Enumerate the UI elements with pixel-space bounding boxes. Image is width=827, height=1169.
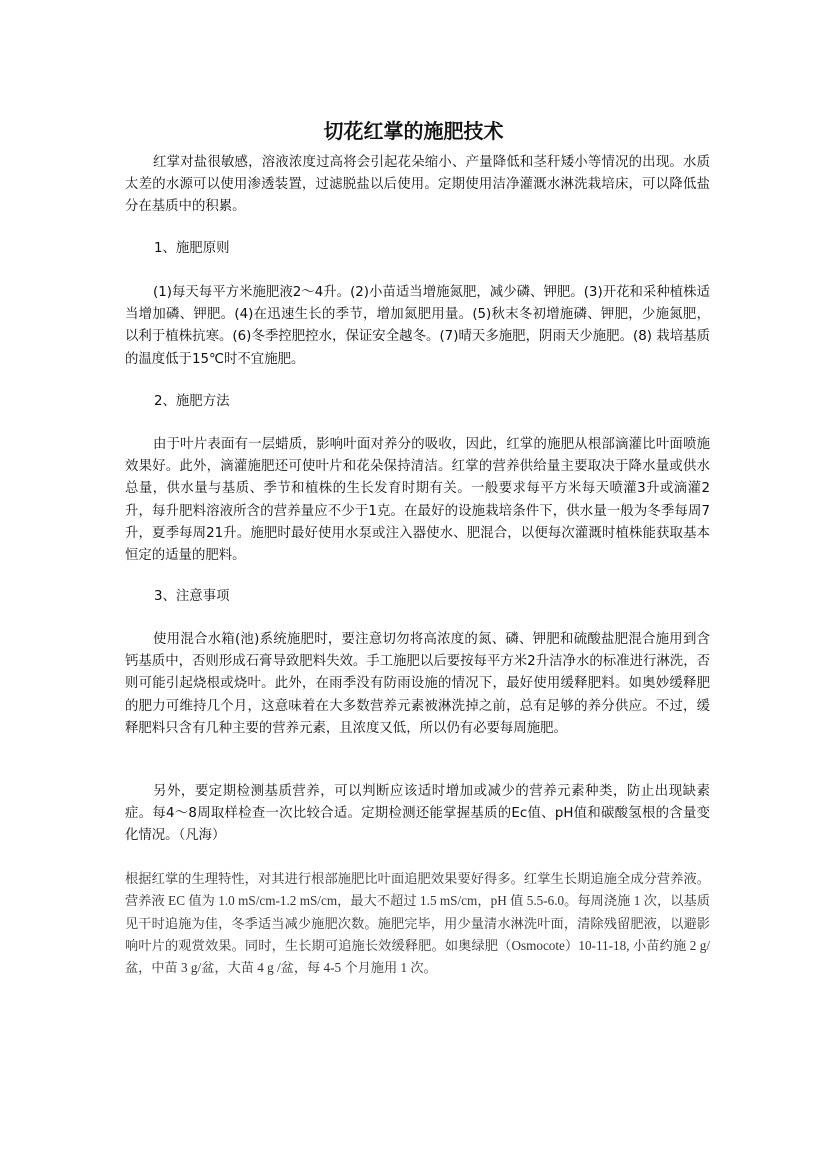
section-heading-methods: 2、施肥方法: [154, 394, 230, 409]
methods-paragraph: 由于叶片表面有一层蜡质，影响叶面对养分的吸收，因此，红掌的施肥从根部滴灌比叶面喷施效果好。此外，滴灌施肥还可使叶片和花朵保持清洁。红掌的营养供给量主要取决于降水量或供水总量，供水量与基质、季节和植株的生长发育时期有关。一般要求每平方米每天喷灌3升或滴灌2升，每升肥料溶液所含的营养量应不少于1克。在最好的设施栽培条件下，供水量一般为冬季每周7升，夏季每周21升。施肥时最好使用水泵或注入器使水、肥混合，以便每次灌溉时植株能获取基本恒定的适量的肥料。: [125, 437, 710, 564]
notes-paragraph-2: 另外，要定期检测基质营养，可以判断应该适时增加或减少的营养元素种类，防止出现缺素症。每4～8周取样检查一次比较合适。定期检测还能掌握基质的Ec值、pH值和碳酸氢根的含量变化情况。（凡海）: [125, 784, 710, 844]
closing-paragraph: 根据红掌的生理特性，对其进行根部施肥比叶面追肥效果要好得多。红掌生长期追施全成分营养液。营养液 EC 值为 1.0 mS/cm-1.2 mS/cm，最大不超过 1.5 mS/cm，pH 值 5.5-6.0。每周浇施 1 次，以基质见干时追施为佳，冬季适当减少施肥次数。施肥完毕，用少量清水淋洗叶面，清除残留肥液，以避影响叶片的观赏效果。同时，生长期可追施长效缓释肥。如奥绿肥（Osmocote）10-11-18, 小苗约施 2 g/盆，中苗 3 g/盆，大苗 4 g /盆，每 4-5 个月施用 1 次。: [125, 871, 710, 976]
document-title: 切花红掌的施肥技术: [323, 119, 504, 143]
intro-paragraph: 红掌对盐很敏感，溶液浓度过高将会引起花朵缩小、产量降低和茎秆矮小等情况的出现。水质太差的水源可以使用渗透装置，过滤脱盐以后使用。定期使用洁净灌溉水淋洗栽培床，可以降低盐分在基质中的积累。: [125, 155, 710, 215]
section-heading-notes: 3、注意事项: [154, 589, 230, 604]
principles-paragraph: (1)每天每平方米施肥液2～4升。(2)小苗适当增施氮肥，减少磷、钾肥。(3)开花和采种植株适当增加磷、钾肥。(4)在迅速生长的季节，增加氮肥用量。(5)秋末冬初增施磷、钾肥，少施氮肥，以利于植株抗寒。(6)冬季控肥控水，保证安全越冬。(7)晴天多施肥，阴雨天少施肥。(8) 栽培基质的温度低于15℃时不宜施肥。: [125, 285, 710, 367]
notes-paragraph-1: 使用混合水箱(池)系统施肥时，要注意切勿将高浓度的氮、磷、钾肥和硫酸盐肥混合施用到含钙基质中，否则形成石膏导致肥料失效。手工施肥以后要按每平方米2升洁净水的标准进行淋洗，否则可能引起烧根或烧叶。此外，在雨季没有防雨设施的情况下，最好使用缓释肥料。如奥妙缓释肥的肥力可维持几个月，这意味着在大多数营养元素被淋洗掉之前，总有足够的养分供应。不过，缓释肥料只含有几种主要的营养元素，且浓度又低，所以仍有必要每周施肥。: [125, 632, 710, 736]
section-heading-principles: 1、施肥原则: [154, 241, 230, 256]
